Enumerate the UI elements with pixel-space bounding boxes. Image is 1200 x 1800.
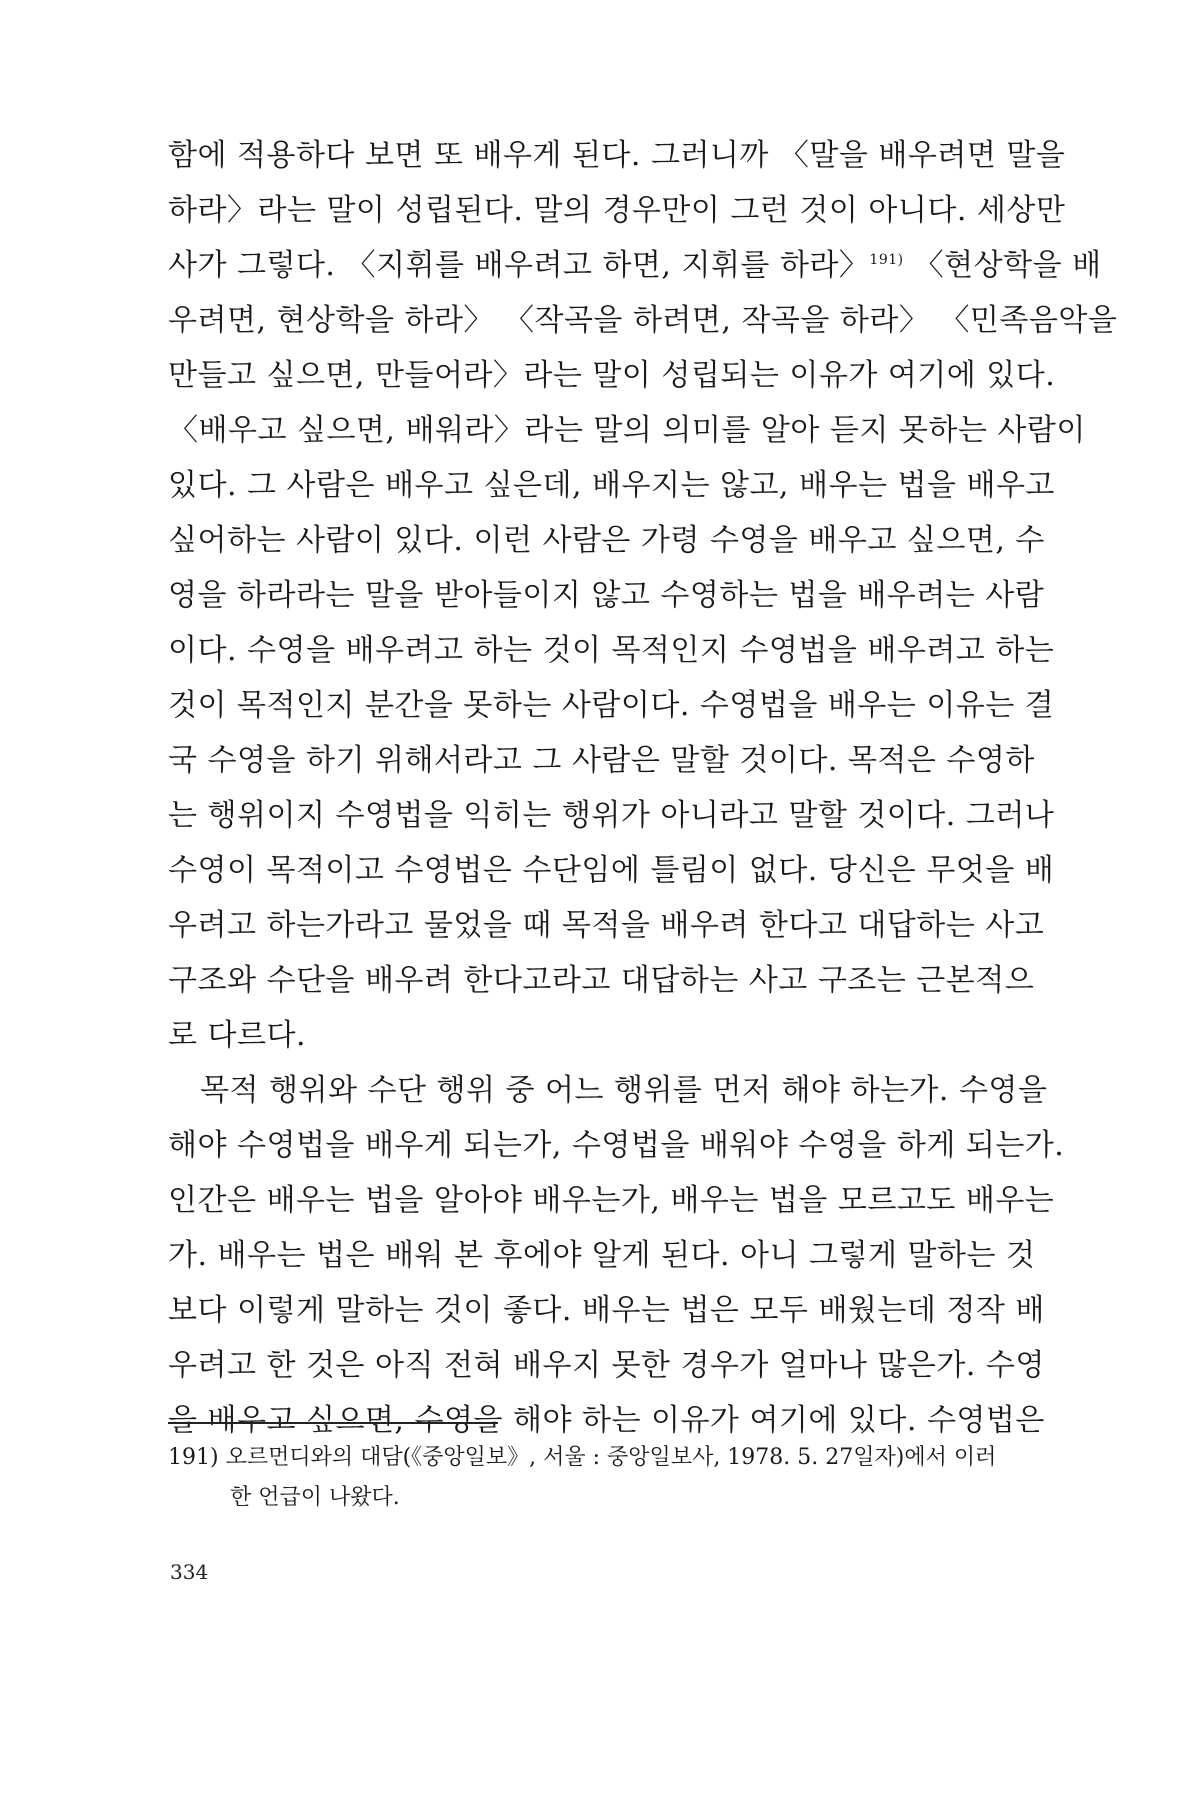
text-line: 구조와 수단을 배우려 한다고라고 대답하는 사고 구조는 근본적으 [168, 963, 1035, 998]
text-line: 〈배우고 싶으면, 배워라〉라는 말의 의미를 알아 듣지 못하는 사람이 [168, 413, 1086, 448]
text-segment: 사가 그렇다. 〈지휘를 배우려고 하면, 지휘를 하라〉 [168, 248, 870, 283]
text-line: 싶어하는 사람이 있다. 이런 사람은 가령 수영을 배우고 싶으면, 수 [168, 523, 1045, 558]
text-line: 국 수영을 하기 위해서라고 그 사람은 말할 것이다. 목적은 수영하 [168, 743, 1035, 778]
text-line: 가. 배우는 법은 배워 본 후에야 알게 된다. 아니 그렇게 말하는 것 [168, 1238, 1036, 1273]
text-line: 만들고 싶으면, 만들어라〉라는 말이 성립되는 이유가 여기에 있다. [168, 358, 1056, 393]
text-line: 하라〉라는 말이 성립된다. 말의 경우만이 그런 것이 아니다. 세상만 [168, 193, 1066, 228]
text-line: 수영이 목적이고 수영법은 수단임에 틀림이 없다. 당신은 무엇을 배 [168, 853, 1055, 888]
text-line: 우려고 한 것은 아직 전혀 배우지 못한 경우가 얼마나 많은가. 수영 [168, 1348, 1045, 1383]
footnote-reference: 191) [869, 252, 904, 268]
text-line: 것이 목적인지 분간을 못하는 사람이다. 수영법을 배우는 이유는 결 [168, 688, 1055, 723]
text-line: 함에 적용하다 보면 또 배우게 된다. 그러니까 〈말을 배우려면 말을 [168, 138, 1066, 173]
text-line: 있다. 그 사람은 배우고 싶은데, 배우지는 않고, 배우는 법을 배우고 [168, 468, 1055, 503]
text-line: 이다. 수영을 배우려고 하는 것이 목적인지 수영법을 배우려고 하는 [168, 633, 1055, 668]
body-text [168, 128, 1118, 1448]
text-line: 로 다르다. [168, 1018, 306, 1053]
text-line [168, 238, 1102, 293]
text-line: 을 배우고 싶으면, 수영을 해야 하는 이유가 여기에 있다. 수영법은 [168, 1403, 1045, 1438]
text-line: 인간은 배우는 법을 알아야 배우는가, 배우는 법을 모르고도 배우는 [168, 1183, 1055, 1218]
footnote-line: 191) 오르먼디와의 대담(《중앙일보》, 서울 : 중앙일보사, 1978. 5. 27일자)에서 이러 [168, 1445, 997, 1470]
text-line: 영을 하라라는 말을 받아들이지 않고 수영하는 법을 배우려는 사람 [168, 578, 1045, 613]
footnote-line: 한 언급이 나왔다. [230, 1485, 400, 1510]
footnote [168, 1438, 1030, 1518]
text-line: 보다 이렇게 말하는 것이 좋다. 배우는 법은 모두 배웠는데 정작 배 [168, 1293, 1045, 1328]
text-line: 는 행위이지 수영법을 익히는 행위가 아니라고 말할 것이다. 그러나 [168, 798, 1055, 833]
paragraph-first-line: 목적 행위와 수단 행위 중 어느 행위를 먼저 해야 하는가. 수영을 [200, 1073, 1048, 1108]
text-segment: 〈현상학을 배 [903, 248, 1102, 283]
text-line: 우려면, 현상학을 하라〉 〈작곡을 하려면, 작곡을 하라〉 〈민족음악을 [168, 303, 1118, 338]
text-line: 우려고 하는가라고 물었을 때 목적을 배우려 한다고 대답하는 사고 [168, 908, 1045, 943]
footnote-divider [168, 1422, 498, 1424]
text-line: 해야 수영법을 배우게 되는가, 수영법을 배워야 수영을 하게 되는가. [168, 1128, 1065, 1163]
page-number: 334 [170, 1560, 209, 1584]
